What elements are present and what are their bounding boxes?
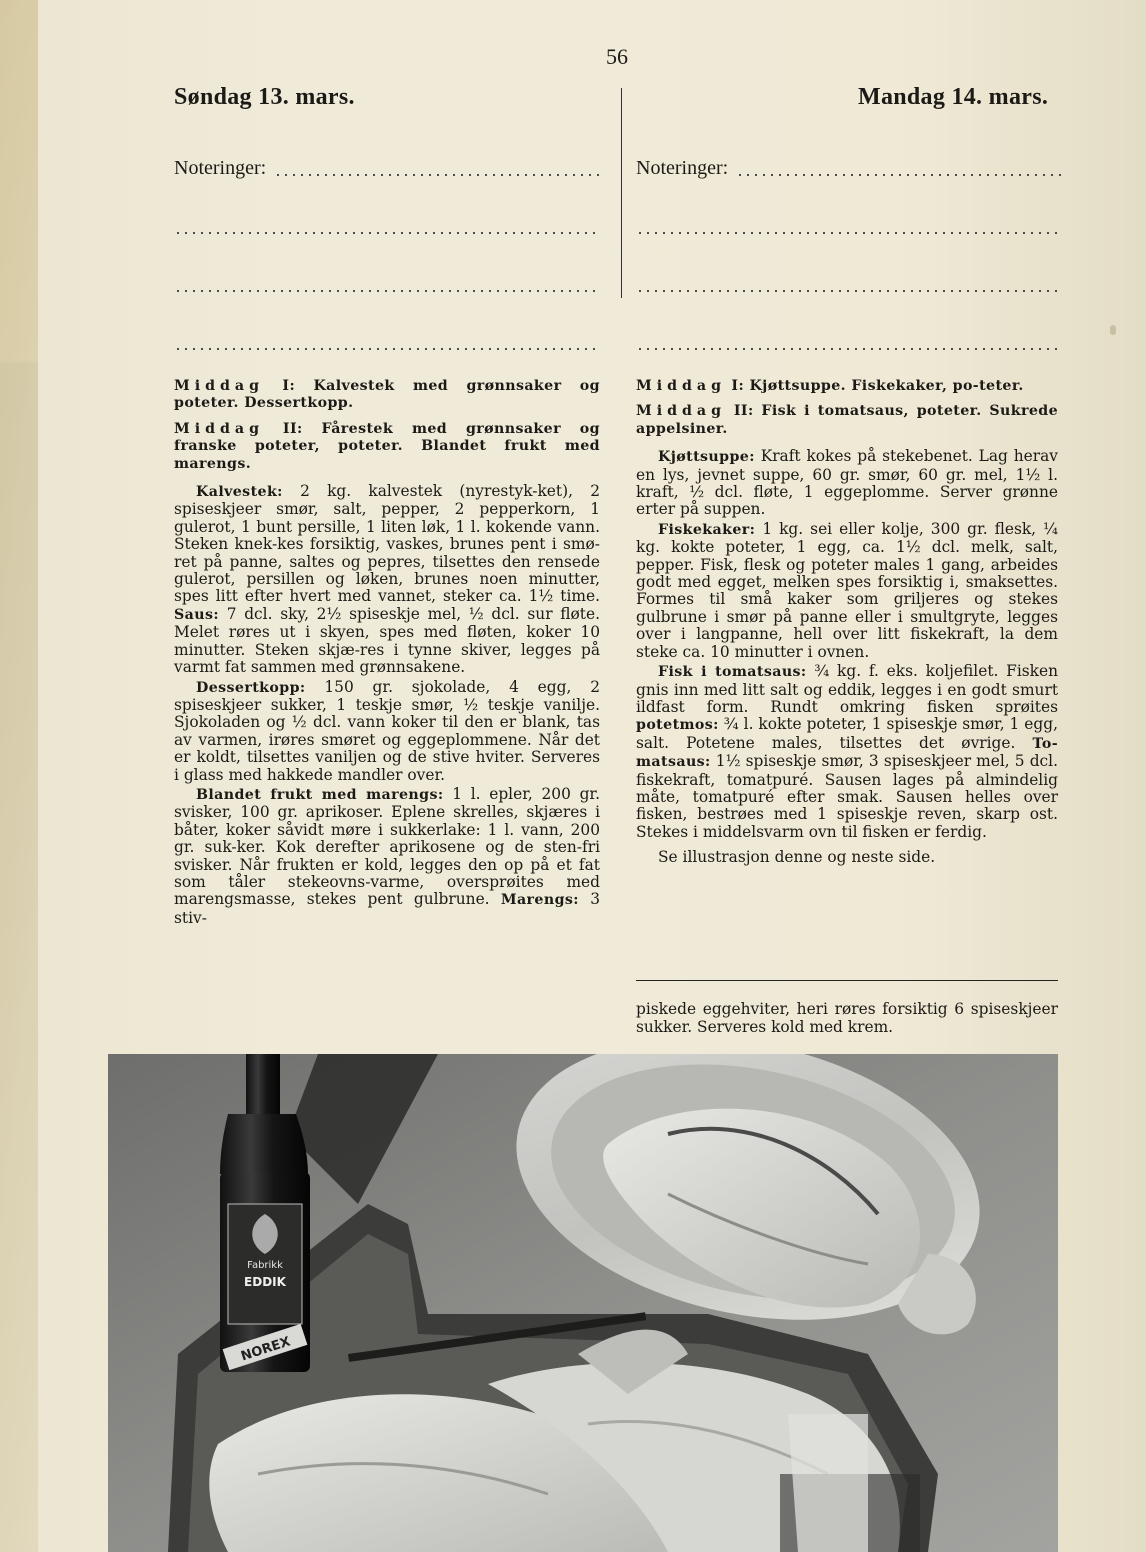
continuation-rule [636,980,1058,981]
notes-line [174,156,600,214]
menu-line: Middag II: Fisk i tomatsaus, poteter. Sukrede appelsiner. [636,403,1058,437]
food-photo [108,1054,1058,1552]
dotted-line [174,348,600,350]
menu-line: Middag II: Fårestek med grønnsaker og franske poteter, poteter. Blandet frukt med marengs. [174,420,600,472]
notes-line [174,272,600,330]
dotted-line [736,174,1062,176]
recipe-dessertkopp: Dessertkopp: 150 gr. sjokolade, 4 egg, 2 spiseskjeer sukker, 1 teskje smør, ½ teskje vanilje. Sjokoladen og ½ dcl. vann koker til den er blank, tas av varmen, irøres smøret og eggeplommene. Når det er koldt, tilsettes vaniljen og de stive hviter. Serveres i glass med hakkede mandler over. [174,677,600,784]
bottle-label-top: Fabrikk [247,1260,283,1271]
menu-line: Middag I: Kalvestek med grønnsaker og poteter. Dessertkopp. [174,378,600,412]
dotted-line [274,174,600,176]
day-heading-right: Mandag 14. mars. [858,84,1049,110]
page-number: 56 [606,44,628,69]
day-heading-left: Søndag 13. mars. [174,84,355,110]
bottle-label-brand: NOREX [239,1334,293,1365]
notes-line [636,214,1062,272]
recipe-column-left [174,378,600,927]
notes-line [174,214,600,272]
recipe-kjottsuppe: Kjøttsuppe: Kraft kokes på stekebenet. Lag herav en lys, jevnet suppe, 60 gr. smør, 60 gr. mel, 1½ l. kraft, ½ dcl. fløte, 1 eggeplomme. Server grønne erter på suppen. [636,447,1058,519]
illustration-note: Se illustrasjon denne og neste side. [658,848,936,867]
dotted-line [636,232,1062,234]
paper-speck [1110,325,1116,335]
recipe-fiskekaker: Fiskekaker: 1 kg. sei eller kolje, 300 gr. flesk, ¼ kg. kokte poteter, 1 egg, ca. 1½ dcl. melk, salt, pepper. Fisk, flesk og poteter males 1 gang, arbeides godt med egget, melken spes forsiktig i, smaksettes. Formes til små kaker som griljeres og stekes gulbrune i smør på panne eller i smultgryte, legges over i langpanne, hell over litt fiskekraft, la dem steke ca. 10 minutter i ovnen. [636,519,1058,661]
notes-section-left [174,156,600,388]
notes-line [636,156,1062,214]
dotted-line [636,290,1062,292]
notes-section-right [636,156,1062,388]
page-edge-strip [0,0,38,1552]
recipe-kalvestek: Kalvestek: 2 kg. kalvestek (nyrestyk-ket), 2 spiseskjeer smør, salt, pepper, 2 pepperkorn, 1 gulerot, 1 bunt persille, 1 liten løk, 1 l. kokende vann. Steken knek-kes forsiktig, vaskes, brunes pent i smø-ret på panne, saltes og pepres, tilsettes den rensede gulerot, persillen og løken, brunes noen minutter, spes litt efter hvert med vannet, steker ca. 1½ time. Saus: 7 dcl. sky, 2½ spiseskje mel, ½ dcl. sur fløte. Melet røres ut i skyen, spes med fløten, koker 10 minutter. Steken skjæ-res i tynne skiver, legges på varmt fat sammen med grønnsakene. [174,482,600,677]
recipe-column-right [636,378,1058,867]
recipe-fisk-i-tomatsaus: Fisk i tomatsaus: ¾ kg. f. eks. koljefilet. Fisken gnis inn med litt salt og eddik, legges i en godt smurt ildfast form. Rundt omkring fisken sprøites potetmos: ¾ l. kokte poteter, 1 spiseskje smør, 1 egg, salt. Potetene males, tilsettes det øvrige. To-matsaus: 1½ spiseskje smør, 3 spiseskjeer mel, 5 dcl. fiskekraft, tomatpuré. Sausen lages på almindelig måte, tomatpuré efter smak. Sausen helles over fisken, bestrøes med 1 spiseskje reven, skarp ost. Stekes i middelsvarm ovn til fisken er ferdig. [636,662,1058,841]
column-divider [621,88,622,298]
continuation-text: piskede eggehviter, heri røres forsiktig 6 spiseskjeer sukker. Serveres kold med krem. [636,1000,1058,1036]
bottle-label-mid: EDDIK [244,1275,286,1289]
dotted-line [174,232,600,234]
menu-line: Middag I: Kjøttsuppe. Fiskekaker, po-teter. [636,378,1024,394]
recipe-blandet-frukt: Blandet frukt med marengs: 1 l. epler, 200 gr. svisker, 100 gr. aprikoser. Eplene skrelles, skjæres i båter, koker såvidt møre i sukkerlake: 1 l. vann, 200 gr. suk-ker. Kok derefter aprikosene og de sten-fri svisker. Når frukten er kold, legges den op på et fat som tåler stekeovns-varme, oversprøites med marengsmasse, stekes pent gulbrune. Marengs: 3 stiv- [174,784,600,927]
notes-line [636,272,1062,330]
dotted-line [174,290,600,292]
notes-label: Noteringer: [174,157,267,179]
dotted-line [636,348,1062,350]
photo-illustration [108,1054,1058,1552]
notes-label: Noteringer: [636,157,729,179]
